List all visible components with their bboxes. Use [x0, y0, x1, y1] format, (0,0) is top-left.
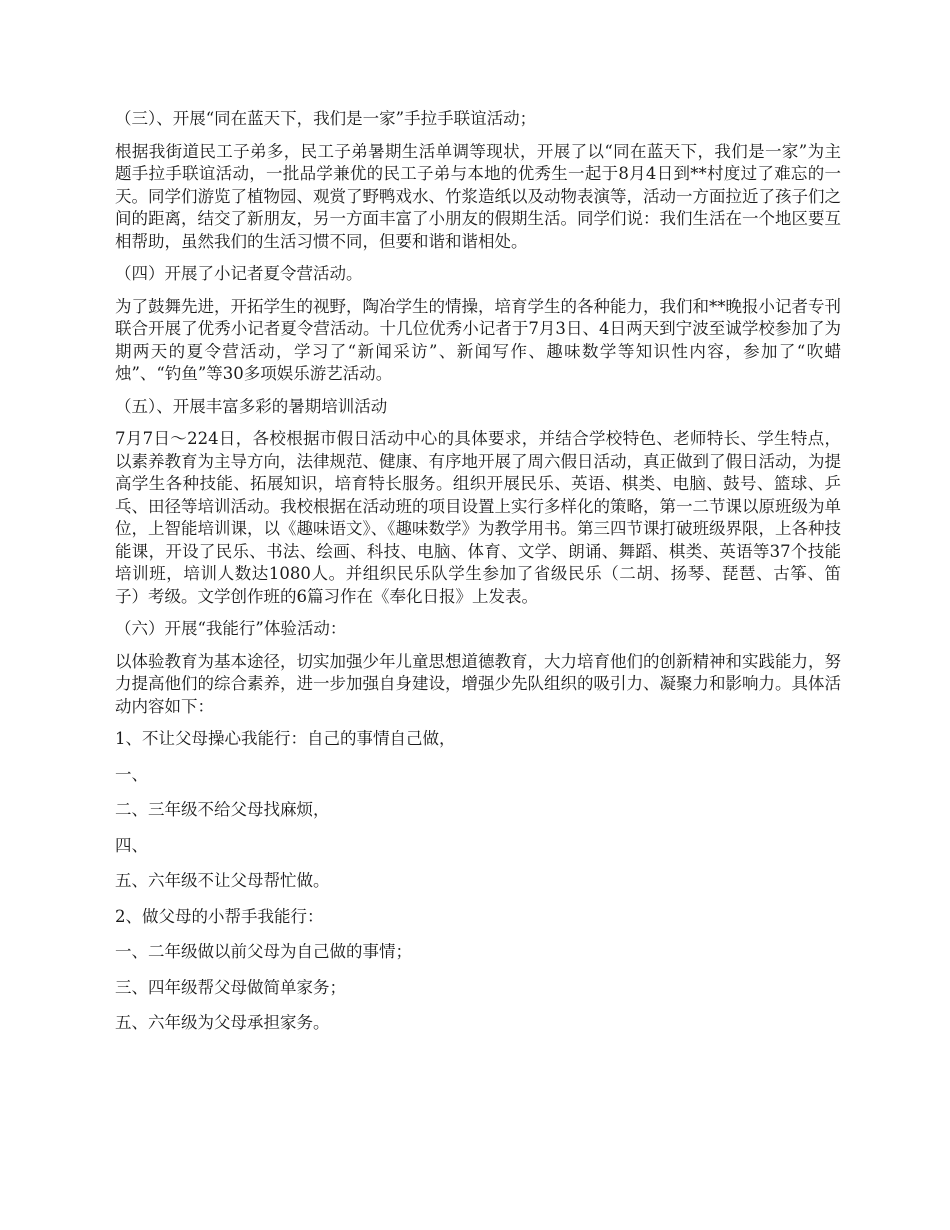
section-paragraph-4: 为了鼓舞先进，开拓学生的视野，陶冶学生的情操，培育学生的各种能力，我们和**晚报小记者专刊联合开展了优秀小记者夏令营活动。十几位优秀小记者于7月3日、4日两天到宁波至诚学校参加了为期两天的夏令营活动，学习了“新闻采访”、新闻写作、趣味数学等知识性内容，参加了“吹蜡烛”、“钓鱼”等30多项娱乐游艺活动。: [115, 296, 841, 383]
list-item: 二、三年级不给父母找麻烦，: [115, 800, 330, 819]
section-heading-4: （四）开展了小记者夏令营活动。: [115, 264, 363, 283]
section-heading-6: （六）开展“我能行”体验活动：: [115, 619, 347, 638]
section-heading-5: （五）、开展丰富多彩的暑期培训活动: [115, 396, 388, 416]
list-item: 五、六年级为父母承担家务。: [115, 1013, 330, 1032]
list-item: 五、六年级不让父母帮忙做。: [115, 871, 330, 890]
section-heading-3: （三）、开展“同在蓝天下，我们是一家”手拉手联谊活动；: [115, 109, 537, 128]
list-item: 2、做父母的小帮手我能行：: [115, 906, 324, 926]
list-item: 三、四年级帮父母做简单家务；: [115, 977, 346, 997]
list-item: 一、: [115, 764, 148, 784]
list-item: 1、不让父母操心我能行：自己的事情自己做，: [115, 729, 456, 748]
section-paragraph-3: 根据我街道民工子弟多，民工子弟暑期生活单调等现状，开展了以“同在蓝天下，我们是一家”为主题手拉手联谊活动，一批品学兼优的民工子弟与本地的优秀生一起于8月4日到**村度过了难忘的一天。同学们游览了植物园、观赏了野鸭戏水、竹浆造纸以及动物表演等，活动一方面拉近了孩子们之间的距离，结交了新朋友，另一方面丰富了小朋友的假期生活。同学们说：我们生活在一个地区要互相帮助，虽然我们的生活习惯不同，但要和谐和谐相处。: [115, 141, 841, 251]
section-paragraph-6: 以体验教育为基本途径，切实加强少年儿童思想道德教育，大力培育他们的创新精神和实践能力，努力提高他们的综合素养，进一步加强自身建设，增强少先队组织的吸引力、凝聚力和影响力。具体活动内容如下：: [115, 651, 841, 716]
section-paragraph-5: 7月7日～224日，各校根据市假日活动中心的具体要求，并结合学校特色、老师特长、学生特点，以素养教育为主导方向，法律规范、健康、有序地开展了周六假日活动，真正做到了假日活动，为提高学生各种技能、拓展知识，培育特长服务。组织开展民乐、英语、棋类、电脑、鼓号、篮球、乒乓、田径等培训活动。我校根据在活动班的项目设置上实行多样化的策略，第一二节课以原班级为单位，上智能培训课，以《趣味语文》、《趣味数学》为教学用书。第三四节课打破班级界限，上各种技能课，开设了民乐、书法、绘画、科技、电脑、体育、文学、朗诵、舞蹈、棋类、英语等37个技能培训班，培训人数达1080人。并组织民乐队学生参加了省级民乐（二胡、扬琴、琵琶、古筝、笛子）考级。文学创作班的6篇习作在《奉化日报》上发表。: [115, 429, 841, 606]
document-page: [115, 108, 841, 1048]
list-item: 一、二年级做以前父母为自己做的事情；: [115, 942, 412, 961]
list-item: 四、: [115, 835, 148, 855]
